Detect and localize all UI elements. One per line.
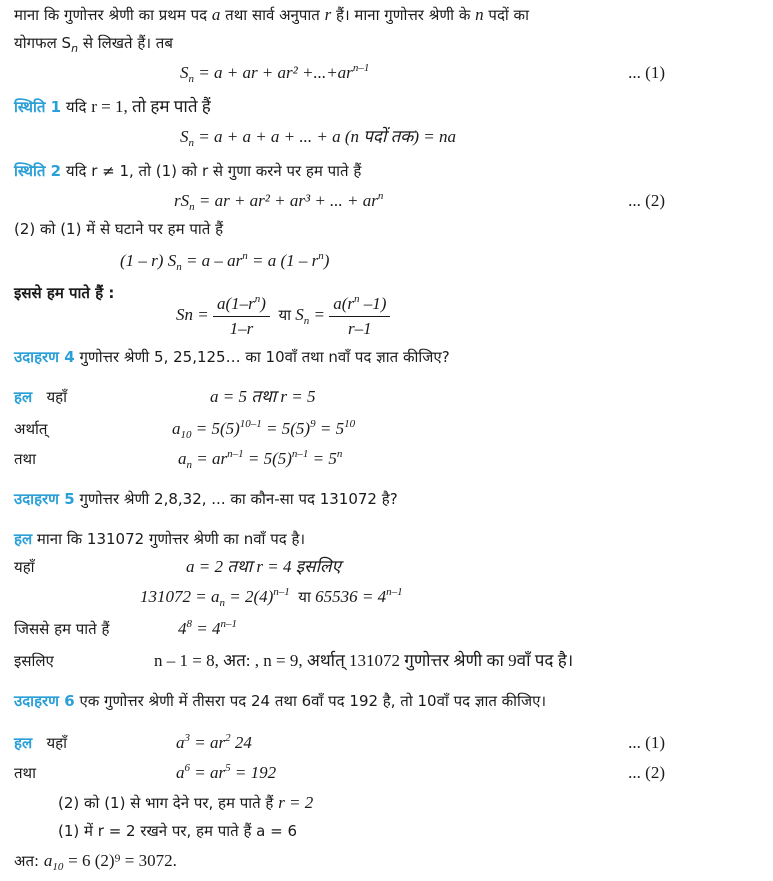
- case-1-label: स्थिति 1: [14, 98, 62, 116]
- ex6-tatha: तथा: [14, 764, 37, 782]
- ex6-step-1: (2) को (1) से भाग देने पर, हम पाते हैं r = 2: [58, 793, 314, 812]
- example-5-label: उदाहरण 5: [14, 490, 75, 508]
- ex6-eq-2: $a^6 = ar^5 = 192$: [176, 762, 277, 782]
- subtract-text: (2) को (1) में से घटाने पर हम पाते हैं: [14, 220, 224, 238]
- ex4-nth-term: $a_n = ar^{n-1} = 5(5)^{n-1} = 5^n$: [178, 448, 343, 471]
- ex6-eq-1: $a^3 = ar^2$ 24: [176, 732, 252, 752]
- fraction-2: $\frac{a(r^n -1)}{r-1}$: [329, 294, 390, 339]
- sum-fraction-formula: Sn = $\frac{a(1-r^n)}{1-r}$ या $S_n$ = $\frac{a(r^n -1)}{r-1}$: [176, 292, 390, 339]
- example-4-label: उदाहरण 4: [14, 348, 75, 366]
- sum-formula: $S_n = a$ + ar + $ar^2 +...+ar^{n-1}$: [180, 62, 370, 85]
- ex6-step-2: (1) में r = 2 रखने पर, हम पाते हैं a = 6: [58, 822, 298, 840]
- subtract-equation: (1 – r) $S_n = a - ar^n = a$ $(1 - r^n)$: [120, 250, 330, 273]
- ex4-arthat: अर्थात्: [14, 420, 48, 438]
- ex5-solution-head: हल माना कि 131072 गुणोत्तर श्रेणी का nवाँ पद है।: [14, 530, 306, 548]
- ex6-eq-number-1: ... (1): [628, 733, 665, 752]
- ex5-final: n – 1 = 8, अत: , n = 9, अर्थात् 131072 गुणोत्तर श्रेणी का 9वाँ पद है।: [154, 651, 574, 670]
- case-2-equation: $rS_n$ = ar + ar² + ar³ + ... + $ar^n$: [174, 190, 384, 213]
- ex6-solution-head: हल यहाँ: [14, 734, 68, 752]
- ex4-tenth-term: $a_{10} = 5(5)^{10-1} = 5(5)^9 = 5^{10}$: [172, 418, 356, 441]
- ex6-result: अत: $a_{10} = 6$ (2)⁹ = 3072.: [14, 851, 177, 873]
- equation-number-1: ... (1): [628, 63, 665, 82]
- example-6-line: उदाहरण 6 एक गुणोत्तर श्रेणी में तीसरा पद 24 तथा 6वाँ पद 192 है, तो 10वाँ पद ज्ञात कीजिए।: [14, 692, 547, 710]
- case-2-label: स्थिति 2: [14, 162, 62, 180]
- ex4-given: a = 5 तथा r = 5: [210, 387, 316, 406]
- ex4-tatha: तथा: [14, 450, 37, 468]
- ex5-jisse: जिससे हम पाते हैं: [14, 620, 110, 638]
- intro-line-1: माना कि गुणोत्तर श्रेणी का प्रथम पद a तथा सार्व अनुपात r हैं। माना गुणोत्तर श्रेणी के n पदों का: [14, 5, 529, 24]
- ex5-yahan: यहाँ: [14, 558, 35, 576]
- ex5-given: a = 2 तथा r = 4 इसलिए: [186, 557, 341, 576]
- ex5-isliye: इसलिए: [14, 652, 54, 670]
- case-1-equation: $S_n = a + a + a$ + ... + a (n पदों तक) = na: [180, 127, 456, 149]
- case-1-line: स्थिति 1 यदि r = 1, तो हम पाते हैं: [14, 97, 211, 116]
- example-5-line: उदाहरण 5 गुणोत्तर श्रेणी 2,8,32, ... का कौन-सा पद 131072 है?: [14, 490, 398, 508]
- ex6-eq-number-2: ... (2): [628, 763, 665, 782]
- ex4-solution-head: हल यहाँ: [14, 388, 68, 406]
- fraction-1: $\frac{a(1-r^n)}{1-r}$: [213, 294, 270, 339]
- intro-line-2: योगफल $S_n$ से लिखते हैं। तब: [14, 34, 173, 55]
- example-4-line: उदाहरण 4 गुणोत्तर श्रेणी 5, 25,125… का 10वाँ तथा nवाँ पद ज्ञात कीजिए?: [14, 348, 450, 366]
- case-2-line: स्थिति 2 यदि r ≠ 1, तो (1) को r से गुणा करने पर हम पाते हैं: [14, 162, 362, 180]
- hence-text: इससे हम पाते हैं :: [14, 284, 115, 302]
- example-6-label: उदाहरण 6: [14, 692, 75, 710]
- equation-number-2: ... (2): [628, 191, 665, 210]
- ex5-power-eq: $4^8 = 4^{n-1}$: [178, 618, 237, 638]
- ex5-equation: $131072 = a_n = 2(4)^{n-1}$ या $65536 = 4^{n-1}$: [140, 586, 403, 609]
